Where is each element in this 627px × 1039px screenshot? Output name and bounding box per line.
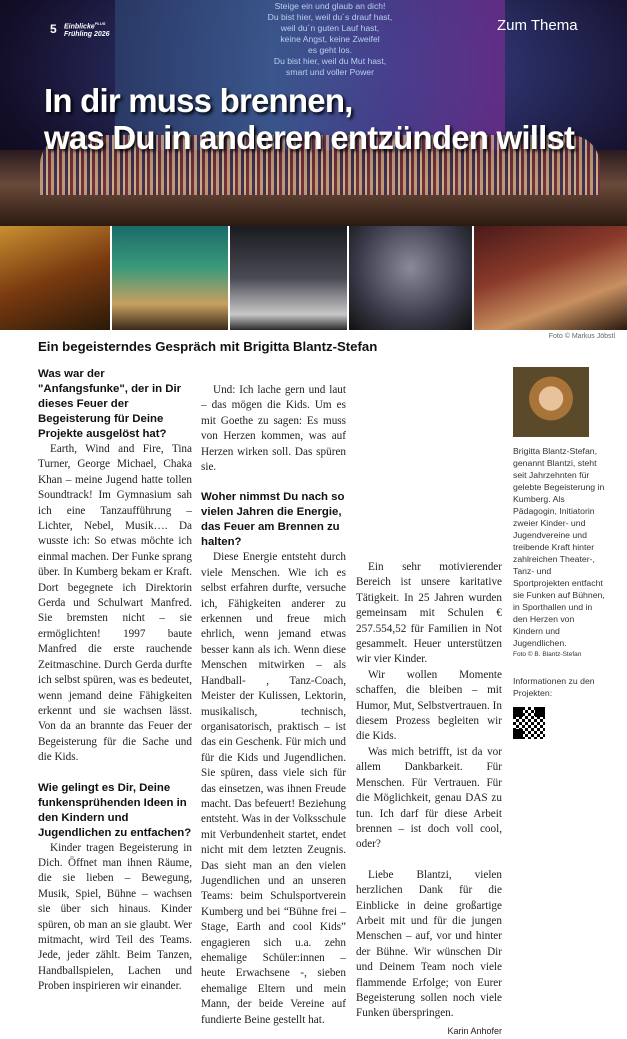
title-line: was Du in anderen entzünden willst (44, 119, 575, 156)
lyric-line: Steige ein und glaub an dich! (274, 1, 386, 11)
photo-dance-scene (112, 226, 228, 330)
lyric-line: weil du´n guten Lauf hast, (280, 23, 380, 33)
article-column-1 (38, 367, 192, 995)
answer-paragraph: Diese Energie entsteht durch viele Menschen. Wie ich es selbst erfahren durfte, versuche ich, Fähigkeiten anderer zu erkennen und freue mich ehrlich, wenn jemand etwas besser kann als ich. Wenn diese Menschen mitwirken – als Handball- , Tanz-Coach, Meister der Kulissen, Lektorin, musikalisch, technisch, organisatorisch, praktisch – ist das ein Geschenk. Für mich und für die Kids und Jugendlichen. Sie spüren, dass viele sich für das einsetzen, was ihnen Freude macht. Das befeuert! Beziehung entsteht. Was in der Volksschule mit Verbundenheit startet, endet nicht mit dem letzten Zeugnis. Das sieht man an den vielen Jugendlichen und an unseren Teams: beim Schulsportverein Kumberg und bei “Bühne frei – Stage, Earth and cool Kids” engagieren sich u.a. zehn ehemalige Schüler:innen – heute Erwachsene -, sieben ehemalige Eltern und mein Mann, der beide Vereine auf fundierte Beine gestellt hat. (201, 551, 346, 1026)
page-number: 5 (50, 22, 57, 36)
article-subtitle: Ein begeisterndes Gespräch mit Brigitta Blantz-Stefan (38, 339, 378, 354)
portrait-credit: Foto © B. Blantz-Stefan (513, 651, 582, 658)
answer-paragraph: Wir wollen Momente schaffen, die bleiben – mit Humor, Mut, Selbstvertrauen. In diesem Prozess begleiten wir die Kids. (356, 668, 502, 743)
photo-credit: Foto © Markus Jöbstl (548, 333, 615, 340)
question-heading: Wie gelingt es Dir, Deine funkensprühenden Ideen in den Kindern und Jugendlichen zu entfachen? (38, 781, 192, 839)
lyric-line: es geht los. (308, 45, 352, 55)
answer-paragraph: Kinder tragen Begeisterung in Dich. Öffnet man ihnen Räume, die sie lieben – Bewegung, Musik, Spiel, Bühne – wachsen sie über sich hinaus. Kinder spüren, ob man an sie glaubt. Wer mitmacht, wird Teil des Teams. Jede, jeder zählt. Beim Tanzen, Handballspielen, Lachen und Proben inspirieren wir einander. (38, 841, 192, 993)
answer-paragraph: Ein sehr motivierender Bereich ist unsere karitative Tätigkeit. In 25 Jahren wurden gemeinsam mit Schulen € 257.554,52 für Familien in Not gesammelt. Heuer unterstützen wir vier Kinder. (356, 561, 502, 666)
projected-lyrics (230, 1, 430, 78)
magazine-logo: Einblicke$^{PLUS}$ Frühling 2026 (64, 21, 110, 39)
photo-theater-scene (230, 226, 347, 330)
closing-paragraph: Liebe Blantzi, vielen herzlichen Dank für die Einblicke in deine großartige Arbeit mit und für die jungen Menschen – auf, vor und hinter der Bühne. Wir wünschen Dir und Deinem Team noch viele flammende Erfolge; von Eurer Begeisterung sollen noch viele Funken überspringen. (356, 868, 502, 1020)
page-title (44, 82, 574, 156)
answer-paragraph: Earth, Wind and Fire, Tina Turner, George Michael, Chaka Khan – meine Jugend hatte tollen Soundtrack! Im Gymnasium sah ich eine Tanzaufführung – Lichter, Nebel, Musik…. Da wusste ich: So etwas möchte ich einmal machen. Der Funke sprang über. In Kumberg bekam er Kraft. Dort begegnete ich Direktorin Gerda und Schulwart Manfred. Sie bremsten nicht – sie ermöglichten! 1997 baute Manfred die erste rauchende Zeitmaschine. Durch Gerda durfte ich selbst spüren, was es bedeutet, wenn jemand deine Fähigkeiten erkennt und sie wachsen lässt. Von da an brannte das Feuer der Begeisterung für die Sache und die Kids. (38, 443, 192, 764)
lyric-line: Du bist hier, weil du Mut hast, (273, 56, 387, 66)
info-label: Informationen zu den Projekten: (513, 676, 595, 698)
photo-strip (0, 226, 627, 330)
portrait-photo (513, 367, 589, 437)
lyric-line: keine Angst, keine Zweifel (280, 34, 380, 44)
qr-code[interactable] (513, 707, 545, 739)
answer-paragraph: Und: Ich lache gern und laut – das mögen die Kids. Um es mit Goethe zu sagen: Es muss von Herzen kommen, was auf Herzen wirken soll. Das spüren sie. (201, 384, 346, 474)
title-line: In dir muss brennen, (44, 82, 353, 119)
article-column-3 (356, 560, 502, 1039)
photo-temple-set (0, 226, 110, 330)
answer-paragraph: Was mich betrifft, ist da vor allem Dankbarkeit. Für Menschen. Für Vertrauen. Für die Möglichkeit, genau DAS zu tun. Ich darf für diese Arbeit brennen – ist doch voll cool, oder? (356, 745, 502, 851)
lyric-line: Du bist hier, weil du´s drauf hast, (267, 12, 393, 22)
section-label: Zum Thema (497, 17, 578, 34)
lyric-line: smart und voller Power (286, 67, 374, 77)
photo-actor-scene (349, 226, 472, 330)
hero-photo (0, 0, 627, 226)
question-heading: Was war der "Anfangsfunke", der in Dir dieses Feuer der Begeisterung für Deine Projekte ausgelöst hat? (38, 368, 182, 440)
article-column-2 (201, 383, 346, 1028)
bio-text: Brigitta Blantz-Stefan, genannt Blantzi, steht seit Jahrzehnten für gelebte Begeisterung in Kumberg. Als Pädagogin, Initiatorin zweier Kinder- und Jugendvereine und treibende Kraft hinter zahlreichen Theater-, Tanz- und Sportprojekten entfacht sie Funken auf Bühnen, in Sporthallen und in den Herzen von Kindern und Jugendlichen. (513, 446, 605, 648)
question-heading: Woher nimmst Du nach so vielen Jahren die Energie, das Feuer am Brennen zu halten? (201, 491, 345, 549)
sidebar (513, 367, 605, 739)
photo-group-scene (474, 226, 627, 330)
author-name: Karin Anhofer (447, 1025, 502, 1036)
